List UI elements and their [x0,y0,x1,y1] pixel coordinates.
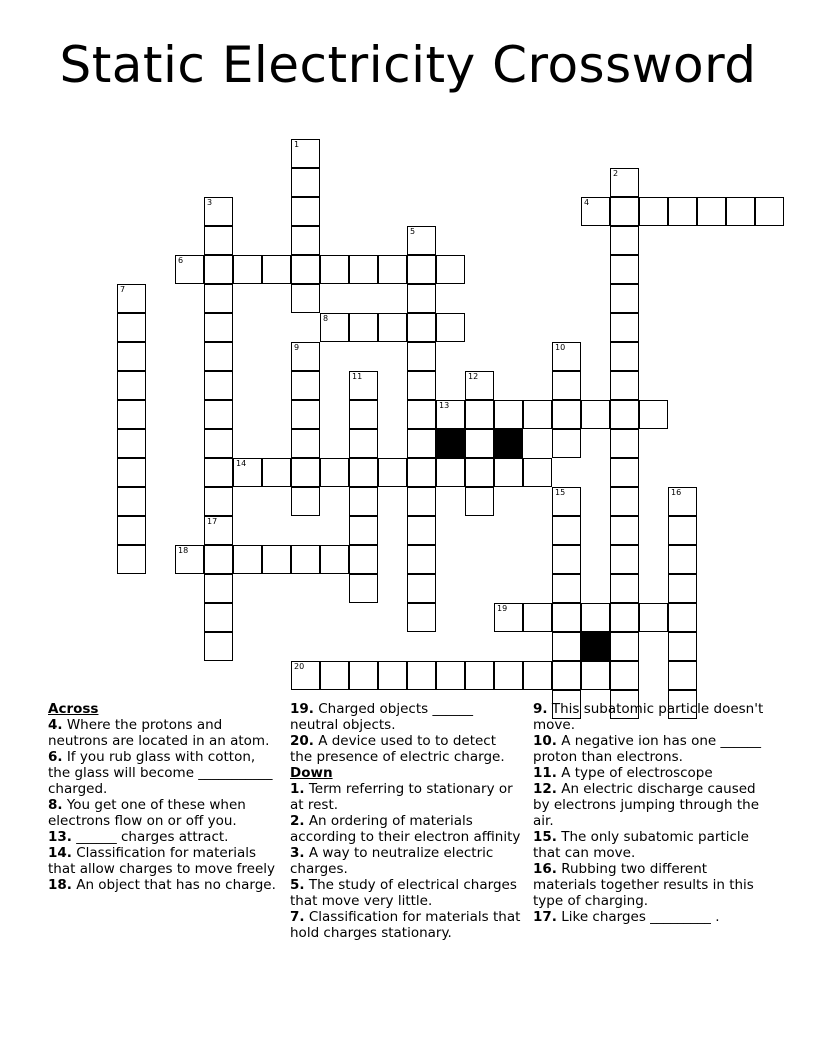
clue-number: 11 [352,372,363,381]
grid-cell[interactable] [349,487,378,516]
grid-cell[interactable] [755,197,784,226]
clue-number: 19. [290,701,314,717]
grid-cell[interactable] [407,487,436,516]
grid-cell[interactable] [204,487,233,516]
clue-text: Like charges _________ . [556,909,720,925]
across-clue-list [48,717,278,893]
grid-cell[interactable] [407,516,436,545]
grid-cell[interactable] [291,371,320,400]
clue-number: 7. [290,909,305,925]
grid-cell[interactable] [552,342,581,371]
grid-cell[interactable] [668,603,697,632]
clue-item [48,845,278,877]
clue-number: 5 [410,227,416,236]
grid-cell[interactable] [610,661,639,690]
grid-cell[interactable] [465,458,494,487]
grid-cell[interactable] [407,458,436,487]
grid-cell-blocked [436,429,465,458]
grid-cell[interactable] [204,197,233,226]
grid-cell[interactable] [697,197,726,226]
grid-cell[interactable] [204,545,233,574]
grid-cell[interactable] [610,574,639,603]
clue-number: 18 [178,546,189,555]
clue-number: 1. [290,781,305,797]
grid-cell[interactable] [349,661,378,690]
grid-cell[interactable] [668,574,697,603]
grid-cell[interactable] [291,284,320,313]
clue-text: An ordering of materials according to their electron affinity [290,813,521,845]
grid-cell[interactable] [610,487,639,516]
clue-item [533,861,773,909]
clue-item [533,701,773,733]
across-heading: Across [48,701,99,717]
grid-cell[interactable] [581,197,610,226]
grid-cell[interactable] [494,661,523,690]
grid-cell[interactable] [291,255,320,284]
grid-cell[interactable] [378,313,407,342]
grid-cell[interactable] [494,400,523,429]
clue-number: 9 [294,343,300,352]
grid-cell[interactable] [465,487,494,516]
grid-cell[interactable] [117,342,146,371]
grid-cell[interactable] [349,574,378,603]
grid-cell[interactable] [349,313,378,342]
clue-number: 13. [48,829,72,845]
down-heading: Down [290,765,333,781]
clue-item [290,877,522,909]
clue-number: 3 [207,198,213,207]
grid-cell[interactable] [610,400,639,429]
grid-cell[interactable] [117,429,146,458]
grid-cell[interactable] [204,516,233,545]
grid-cell[interactable] [436,400,465,429]
grid-cell[interactable] [291,429,320,458]
grid-cell[interactable] [204,574,233,603]
grid-cell[interactable] [291,458,320,487]
grid-cell[interactable] [610,168,639,197]
grid-cell[interactable] [175,545,204,574]
clue-item [48,829,278,845]
grid-cell[interactable] [204,400,233,429]
clue-text: Where the protons and neutrons are located in an atom. [48,717,270,749]
grid-cell[interactable] [378,255,407,284]
grid-cell[interactable] [465,371,494,400]
clue-number: 1 [294,140,300,149]
grid-cell[interactable] [610,342,639,371]
clue-number: 4 [584,198,590,207]
grid-cell[interactable] [320,661,349,690]
puzzle-title: Static Electricity Crossword [59,36,757,94]
clue-item [48,717,278,749]
grid-cell[interactable] [610,284,639,313]
grid-cell[interactable] [639,197,668,226]
clue-item [290,781,522,813]
grid-cell[interactable] [407,603,436,632]
grid-cell[interactable] [407,284,436,313]
grid-cell[interactable] [494,603,523,632]
grid-cell[interactable] [291,139,320,168]
grid-cell[interactable] [610,371,639,400]
grid-cell[interactable] [407,429,436,458]
clue-item [533,781,773,829]
clue-text: This subatomic particle doesn't move. [533,701,764,733]
clue-number: 8. [48,797,63,813]
clue-number: 8 [323,314,329,323]
grid-cell[interactable] [320,545,349,574]
grid-cell[interactable] [494,458,523,487]
grid-cell-blocked [581,632,610,661]
grid-cell[interactable] [407,400,436,429]
grid-cell[interactable] [204,603,233,632]
grid-cell[interactable] [233,458,262,487]
clue-number: 10. [533,733,557,749]
grid-cell[interactable] [204,371,233,400]
grid-cell[interactable] [204,255,233,284]
clue-number: 17 [207,517,218,526]
clue-number: 18. [48,877,72,893]
down-clue-list-continued [533,701,773,925]
clue-text: Classification for materials that allow charges to move freely [48,845,276,877]
clue-item [290,909,522,941]
clue-text: Rubbing two different materials together results in this type of charging. [533,861,754,909]
grid-cell[interactable] [349,371,378,400]
grid-cell[interactable] [407,574,436,603]
grid-cell[interactable] [407,255,436,284]
clue-number: 16 [671,488,682,497]
grid-cell[interactable] [204,342,233,371]
clue-number: 5. [290,877,305,893]
grid-cell[interactable] [117,458,146,487]
clue-number: 14 [236,459,247,468]
grid-cell[interactable] [668,487,697,516]
grid-cell[interactable] [291,487,320,516]
grid-cell[interactable] [378,661,407,690]
grid-cell[interactable] [291,168,320,197]
grid-cell[interactable] [552,545,581,574]
grid-cell[interactable] [117,371,146,400]
clue-item [48,877,278,893]
grid-cell[interactable] [610,197,639,226]
clue-number: 14. [48,845,72,861]
grid-cell[interactable] [668,632,697,661]
grid-cell[interactable] [610,545,639,574]
grid-cell[interactable] [436,458,465,487]
grid-cell[interactable] [610,226,639,255]
grid-cell[interactable] [291,661,320,690]
grid-cell[interactable] [407,661,436,690]
grid-cell[interactable] [349,400,378,429]
grid-cell[interactable] [262,458,291,487]
clue-item [290,701,522,733]
grid-cell[interactable] [552,400,581,429]
clue-item [290,733,522,765]
grid-cell[interactable] [610,516,639,545]
grid-cell[interactable] [320,255,349,284]
grid-cell[interactable] [117,487,146,516]
clue-text: A negative ion has one ______ proton than electrons. [533,733,761,765]
grid-cell[interactable] [407,545,436,574]
clue-number: 9. [533,701,548,717]
clue-number: 15. [533,829,557,845]
grid-cell[interactable] [204,313,233,342]
clue-item [290,813,522,845]
grid-cell[interactable] [668,516,697,545]
grid-cell[interactable] [552,661,581,690]
grid-cell[interactable] [436,313,465,342]
grid-cell[interactable] [610,429,639,458]
clue-number: 10 [555,343,566,352]
grid-cell[interactable] [407,226,436,255]
grid-cell[interactable] [552,632,581,661]
clue-item [533,733,773,765]
grid-cell[interactable] [610,313,639,342]
grid-cell[interactable] [291,400,320,429]
clue-number: 6 [178,256,184,265]
grid-cell[interactable] [552,371,581,400]
grid-cell[interactable] [349,255,378,284]
clue-text: An object that has no charge. [71,877,276,893]
grid-cell[interactable] [349,545,378,574]
clue-number: 20. [290,733,314,749]
clue-text: The only subatomic particle that can move. [533,829,749,861]
clue-text: You get one of these when electrons flow on or off you. [48,797,246,829]
grid-cell[interactable] [262,255,291,284]
clue-item [290,845,522,877]
grid-cell[interactable] [233,545,262,574]
grid-cell[interactable] [610,458,639,487]
grid-cell[interactable] [581,603,610,632]
grid-cell[interactable] [523,603,552,632]
grid-cell[interactable] [552,574,581,603]
clue-number: 20 [294,662,305,671]
across-clue-list-continued [290,701,522,765]
clues-column-2 [290,701,522,941]
clue-text: If you rub glass with cotton, the glass will become ___________ charged. [48,749,273,797]
clue-number: 2 [613,169,619,178]
grid-cell[interactable] [726,197,755,226]
grid-cell[interactable] [117,545,146,574]
grid-cell[interactable] [262,545,291,574]
grid-cell[interactable] [465,429,494,458]
grid-cell[interactable] [523,458,552,487]
clue-number: 16. [533,861,557,877]
grid-cell[interactable] [291,342,320,371]
grid-cell[interactable] [668,197,697,226]
clue-text: The study of electrical charges that move very little. [290,877,517,909]
clue-number: 13 [439,401,450,410]
grid-cell[interactable] [639,603,668,632]
grid-cell[interactable] [581,400,610,429]
grid-cell[interactable] [117,313,146,342]
clue-number: 15 [555,488,566,497]
clue-number: 19 [497,604,508,613]
clue-number: 11. [533,765,557,781]
clue-text: A type of electroscope [556,765,713,781]
grid-cell[interactable] [436,255,465,284]
grid-cell[interactable] [465,400,494,429]
clue-number: 3. [290,845,305,861]
grid-cell[interactable] [204,632,233,661]
grid-cell[interactable] [436,661,465,690]
clue-number: 2. [290,813,305,829]
clue-number: 12 [468,372,479,381]
grid-cell[interactable] [523,400,552,429]
clue-text: Charged objects ______ neutral objects. [290,701,473,733]
grid-cell[interactable] [204,458,233,487]
grid-cell[interactable] [407,313,436,342]
grid-cell[interactable] [291,545,320,574]
grid-cell-blocked [494,429,523,458]
grid-cell[interactable] [581,661,610,690]
grid-cell[interactable] [291,226,320,255]
clue-text: An electric discharge caused by electrons jumping through the air. [533,781,760,829]
grid-cell[interactable] [523,661,552,690]
clue-text: ______ charges attract. [71,829,229,845]
grid-cell[interactable] [407,342,436,371]
grid-cell[interactable] [175,255,204,284]
grid-cell[interactable] [552,603,581,632]
grid-cell[interactable] [291,197,320,226]
clue-item [533,829,773,861]
clue-number: 6. [48,749,63,765]
grid-cell[interactable] [552,487,581,516]
grid-cell[interactable] [668,661,697,690]
clue-item [533,909,773,925]
clue-text: A way to neutralize electric charges. [290,845,494,877]
clue-item [48,749,278,797]
clue-text: Classification for materials that hold charges stationary. [290,909,521,941]
grid-cell[interactable] [552,516,581,545]
grid-cell[interactable] [117,284,146,313]
grid-cell[interactable] [320,458,349,487]
grid-cell[interactable] [320,313,349,342]
clue-number: 17. [533,909,557,925]
grid-cell[interactable] [204,226,233,255]
grid-cell[interactable] [349,458,378,487]
grid-cell[interactable] [204,284,233,313]
grid-cell[interactable] [610,632,639,661]
grid-cell[interactable] [233,255,262,284]
clue-number: 4. [48,717,63,733]
clue-item [48,797,278,829]
grid-cell[interactable] [610,255,639,284]
clue-item [533,765,773,781]
grid-cell[interactable] [552,429,581,458]
clue-text: A device used to to detect the presence of electric charge. [290,733,505,765]
grid-cell[interactable] [610,603,639,632]
grid-cell[interactable] [204,429,233,458]
clues-column-3 [533,701,773,925]
grid-cell[interactable] [407,371,436,400]
grid-cell[interactable] [117,516,146,545]
grid-cell[interactable] [117,400,146,429]
grid-cell[interactable] [378,458,407,487]
down-clue-list [290,781,522,941]
grid-cell[interactable] [349,429,378,458]
clues-column-1 [48,701,278,893]
grid-cell[interactable] [349,516,378,545]
grid-cell[interactable] [668,545,697,574]
clue-number: 12. [533,781,557,797]
clue-text: Term referring to stationary or at rest. [290,781,513,813]
clue-number: 7 [120,285,126,294]
grid-cell[interactable] [639,400,668,429]
grid-cell[interactable] [465,661,494,690]
